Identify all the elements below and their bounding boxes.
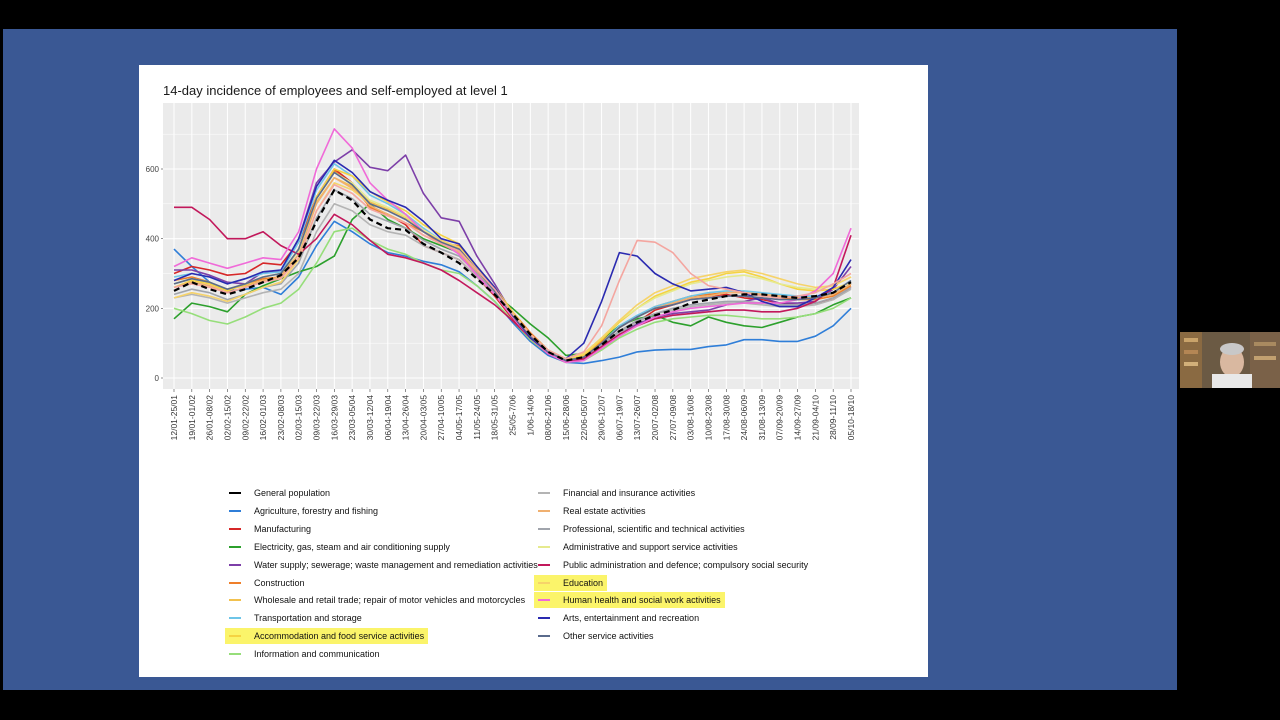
legend-item [225, 592, 525, 608]
y-tick-label: 600 [145, 165, 159, 174]
x-tick-label: 26/01-08/02 [204, 395, 215, 441]
x-tick-label: 21/09-04/10 [810, 395, 821, 441]
x-tick-label: 03/08-16/08 [685, 395, 696, 441]
legend-item [534, 539, 738, 555]
legend-key [538, 617, 550, 619]
legend-label: Professional, scientific and technical activities [563, 523, 745, 534]
x-tick-label: 07/09-20/09 [774, 395, 785, 441]
legend-label: Human health and social work activities [563, 595, 721, 606]
chart-card [139, 65, 928, 677]
x-tick-label: 12/01-25/01 [169, 395, 179, 441]
chart-title: 14-day incidence of employees and self-employed at level 1 [163, 83, 508, 98]
legend-key [229, 492, 241, 494]
presenter-webcam [1180, 332, 1280, 388]
legend-item [225, 521, 311, 537]
legend-item [534, 485, 695, 501]
legend-key [538, 492, 550, 494]
y-tick-label: 0 [154, 374, 159, 383]
x-tick-label: 06/07-19/07 [614, 395, 625, 441]
legend-key [229, 653, 241, 655]
x-tick-label: 1/06-14/06 [525, 395, 536, 436]
y-tick-label: 200 [145, 304, 159, 314]
legend-label: Other service activities [563, 631, 654, 642]
legend-key [229, 546, 241, 548]
x-tick-label: 23/03-05/04 [347, 395, 358, 441]
legend-item [225, 557, 538, 573]
x-tick-label: 10/08-23/08 [703, 395, 714, 441]
legend-item [534, 610, 699, 626]
legend-item [225, 575, 305, 591]
legend-key [229, 635, 241, 637]
legend-label: Arts, entertainment and recreation [563, 613, 700, 624]
legend-item [534, 521, 745, 537]
x-tick-label: 02/03-15/03 [293, 395, 304, 441]
x-tick-label: 16/03-29/03 [329, 395, 340, 441]
legend-key [538, 599, 550, 601]
x-tick-label: 20/04-03/05 [418, 395, 429, 441]
legend-item [225, 628, 428, 644]
legend-key [229, 599, 241, 601]
x-tick-label: 11/05-24/05 [471, 395, 482, 440]
legend-item [225, 646, 380, 662]
legend-label: Financial and insurance activities [563, 488, 696, 498]
x-tick-label: 27/04-10/05 [436, 395, 447, 441]
x-tick-label: 13/04-26/04 [400, 395, 411, 441]
x-tick-label: 29/06-12/07 [596, 395, 607, 441]
legend-key [229, 617, 241, 619]
x-tick-label: 13/07-26/07 [632, 395, 643, 441]
legend-item [534, 503, 646, 519]
x-tick-label: 27/07-09/08 [667, 395, 678, 441]
x-tick-label: 22/06-05/07 [578, 395, 589, 441]
legend-item [225, 610, 362, 626]
legend-label: Wholesale and retail trade; repair of motor vehicles and motorcycles [254, 595, 526, 606]
x-tick-label: 15/06-28/06 [560, 395, 571, 441]
x-tick-label: 25/05-7/06 [507, 395, 518, 436]
legend-item [534, 575, 607, 591]
legend-key [538, 635, 550, 637]
legend-key [229, 564, 241, 566]
x-tick-label: 02/02-15/02 [222, 395, 233, 441]
legend-key [538, 582, 550, 584]
legend-key [538, 546, 550, 548]
y-tick-label: 400 [145, 234, 159, 244]
legend-key [229, 528, 241, 530]
legend-label: Construction [254, 577, 305, 588]
legend-label: General population [254, 488, 331, 498]
x-tick-label: 14/09-27/09 [792, 395, 803, 441]
x-tick-label: 24/08-06/09 [739, 395, 750, 441]
legend-label: Education [563, 577, 604, 588]
legend-label: Transportation and storage [254, 613, 362, 624]
legend-label: Accommodation and food service activities [254, 631, 425, 642]
x-tick-label: 09/03-22/03 [311, 395, 322, 441]
legend-label: Water supply; sewerage; waste management and remediation activities [254, 559, 538, 570]
legend-label: Information and communication [254, 649, 380, 660]
legend-label: Real estate activities [563, 505, 646, 516]
x-tick-label: 05/10-18/10 [846, 395, 856, 441]
x-tick-label: 23/02-08/03 [275, 395, 286, 441]
x-tick-label: 04/05-17/05 [454, 395, 465, 441]
legend-key [538, 564, 550, 566]
legend-key [538, 510, 550, 512]
legend-item [534, 592, 725, 608]
x-tick-label: 08/06-21/06 [543, 395, 554, 441]
webcam-video-icon [1180, 332, 1280, 388]
legend-label: Manufacturing [254, 523, 312, 534]
x-tick-label: 17/08-30/08 [721, 395, 732, 441]
x-tick-label: 06/04-19/04 [382, 395, 393, 441]
legend-key [229, 510, 241, 512]
legend-item [534, 628, 654, 644]
legend-item [225, 485, 330, 501]
x-tick-label: 19/01-01/02 [186, 395, 197, 441]
x-tick-label: 18/05-31/05 [489, 395, 500, 441]
x-tick-label: 30/03-12/04 [364, 395, 375, 441]
legend-key [229, 582, 241, 584]
x-tick-label: 20/07-02/08 [650, 395, 661, 441]
legend-item [225, 503, 378, 519]
legend-label: Public administration and defence; compulsory social security [563, 559, 809, 570]
x-tick-label: 16/02-01/03 [258, 395, 269, 441]
legend-label: Electricity, gas, steam and air conditioning supply [254, 541, 450, 552]
chart-legend [139, 65, 928, 677]
legend-label: Administrative and support service activities [563, 541, 738, 552]
legend-key [538, 528, 550, 530]
x-tick-label: 09/02-22/02 [240, 395, 251, 441]
legend-item [534, 557, 808, 573]
x-tick-label: 31/08-13/09 [756, 395, 767, 441]
legend-item [225, 539, 450, 555]
legend-label: Agriculture, forestry and fishing [254, 505, 379, 516]
x-tick-label: 28/09-11/10 [828, 395, 839, 440]
